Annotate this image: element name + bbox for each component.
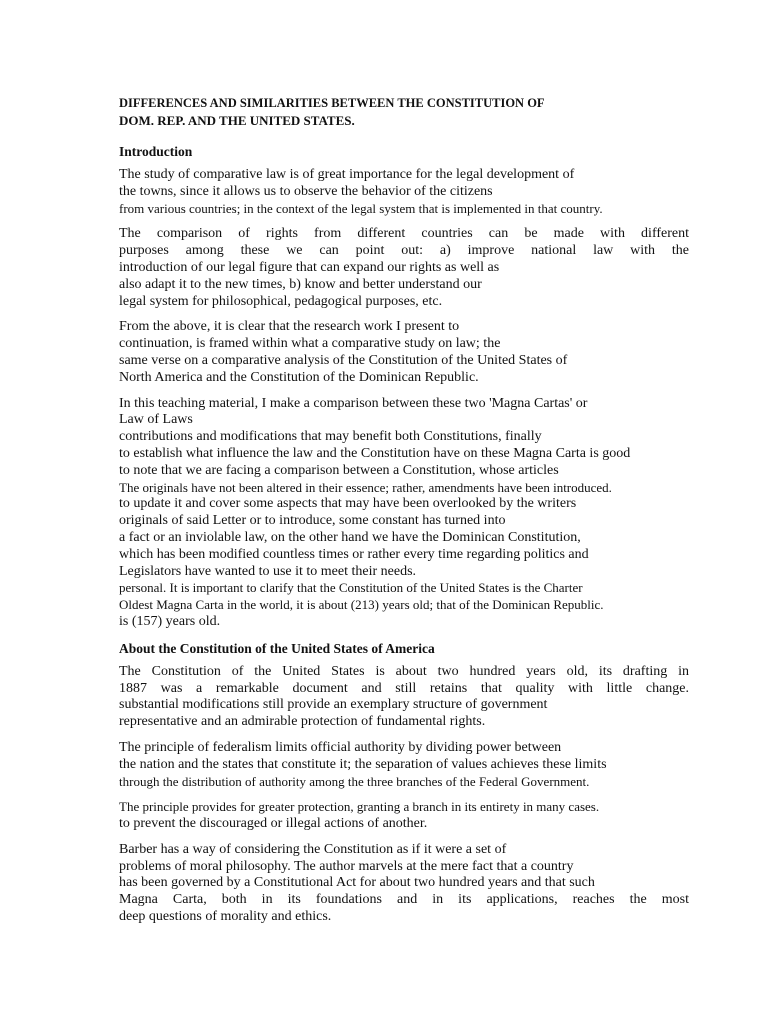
- text-line: The study of comparative law is of great importance for the legal development of: [119, 167, 575, 182]
- text-line: a fact or an inviolable law, on the other hand we have the Dominican Constitution,: [119, 529, 581, 545]
- paragraph: [119, 396, 689, 631]
- text-line: From the above, it is clear that the research work I present to: [119, 319, 460, 335]
- text-line: In this teaching material, I make a comparison between these two 'Magna Cartas' or: [119, 395, 588, 411]
- text-line: The principle provides for greater protection, granting a branch in its entirety in many cases.: [119, 799, 600, 815]
- text-line: legal system for philosophical, pedagogical purposes, etc.: [119, 293, 443, 309]
- text-line: contributions and modifications that may benefit both Constitutions, finally: [119, 429, 542, 445]
- text-line: personal. It is important to clarify that the Constitution of the United States is the Charter: [119, 580, 583, 596]
- text-line: problems of moral philosophy. The author marvels at the mere fact that a country: [119, 858, 574, 874]
- text-line: substantial modifications still provide an exemplary structure of government: [119, 697, 548, 713]
- paragraph: [119, 226, 689, 310]
- text-line: through the distribution of authority among the three branches of the Federal Government.: [119, 773, 590, 789]
- document-body: [119, 94, 689, 935]
- section: [119, 143, 689, 631]
- text-line: to establish what influence the law and the Constitution have on these Magna Carta is good: [119, 445, 631, 461]
- title-line: DIFFERENCES AND SIMILARITIES BETWEEN THE CONSTITUTION OF: [119, 96, 545, 110]
- text-line: the nation and the states that constitute it; the separation of values achieves these limits: [119, 756, 607, 772]
- text-line: also adapt it to the new times, b) know and better understand our: [119, 276, 482, 292]
- text-line: Oldest Magna Carta in the world, it is about (213) years old; that of the Dominican Republic.: [119, 597, 604, 613]
- section-heading: Introduction: [119, 144, 193, 159]
- section: [119, 640, 689, 926]
- section-heading: About the Constitution of the United States of America: [119, 640, 435, 656]
- text-line: 1887 was a remarkable document and still retains that quality with little change.: [119, 680, 689, 696]
- text-line: to update it and cover some aspects that may have been overlooked by the writers: [119, 496, 577, 512]
- text-line: which has been modified countless times or rather every time regarding politics and: [119, 546, 589, 562]
- text-line: The originals have not been altered in their essence; rather, amendments have been introduced.: [119, 479, 612, 495]
- text-line: to note that we are facing a comparison between a Constitution, whose articles: [119, 462, 559, 478]
- text-line: deep questions of morality and ethics.: [119, 909, 332, 925]
- paragraph: [119, 799, 689, 833]
- text-line: North America and the Constitution of the Dominican Republic.: [119, 369, 479, 385]
- text-line: Magna Carta, both in its foundations and in its applications, reaches the most: [119, 892, 689, 908]
- text-line: Barber has a way of considering the Constitution as if it were a set of: [119, 841, 507, 857]
- text-line: has been governed by a Constitutional Act for about two hundred years and that such: [119, 875, 595, 891]
- text-line: The Constitution of the United States is about two hundred years old, its drafting in: [119, 663, 689, 679]
- text-line: same verse on a comparative analysis of the Constitution of the United States of: [119, 352, 568, 368]
- text-line: introduction of our legal figure that can expand our rights as well as: [119, 259, 500, 275]
- sections: [119, 143, 689, 926]
- paragraph: [119, 167, 689, 217]
- text-line: The principle of federalism limits official authority by dividing power between: [119, 739, 562, 755]
- text-line: The comparison of rights from different countries can be made with different: [119, 226, 689, 242]
- text-line: Legislators have wanted to use it to meet their needs.: [119, 563, 417, 579]
- paragraph: [119, 740, 689, 790]
- paragraph: [119, 842, 689, 926]
- document-title: [119, 94, 689, 130]
- text-line: representative and an admirable protection of fundamental rights.: [119, 714, 486, 730]
- title-line: DOM. REP. AND THE UNITED STATES.: [119, 113, 355, 128]
- text-line: to prevent the discouraged or illegal actions of another.: [119, 816, 428, 832]
- paragraph: [119, 319, 689, 386]
- text-line: purposes among these we can point out: a) improve national law with the: [119, 243, 689, 259]
- paragraph: [119, 664, 689, 731]
- text-line: originals of said Letter or to introduce, some constant has turned into: [119, 513, 506, 529]
- text-line: from various countries; in the context of the legal system that is implemented in that country.: [119, 200, 603, 216]
- text-line: Law of Laws: [119, 412, 193, 428]
- text-line: is (157) years old.: [119, 613, 221, 629]
- text-line: continuation, is framed within what a comparative study on law; the: [119, 336, 501, 352]
- text-line: the towns, since it allows us to observe the behavior of the citizens: [119, 183, 493, 199]
